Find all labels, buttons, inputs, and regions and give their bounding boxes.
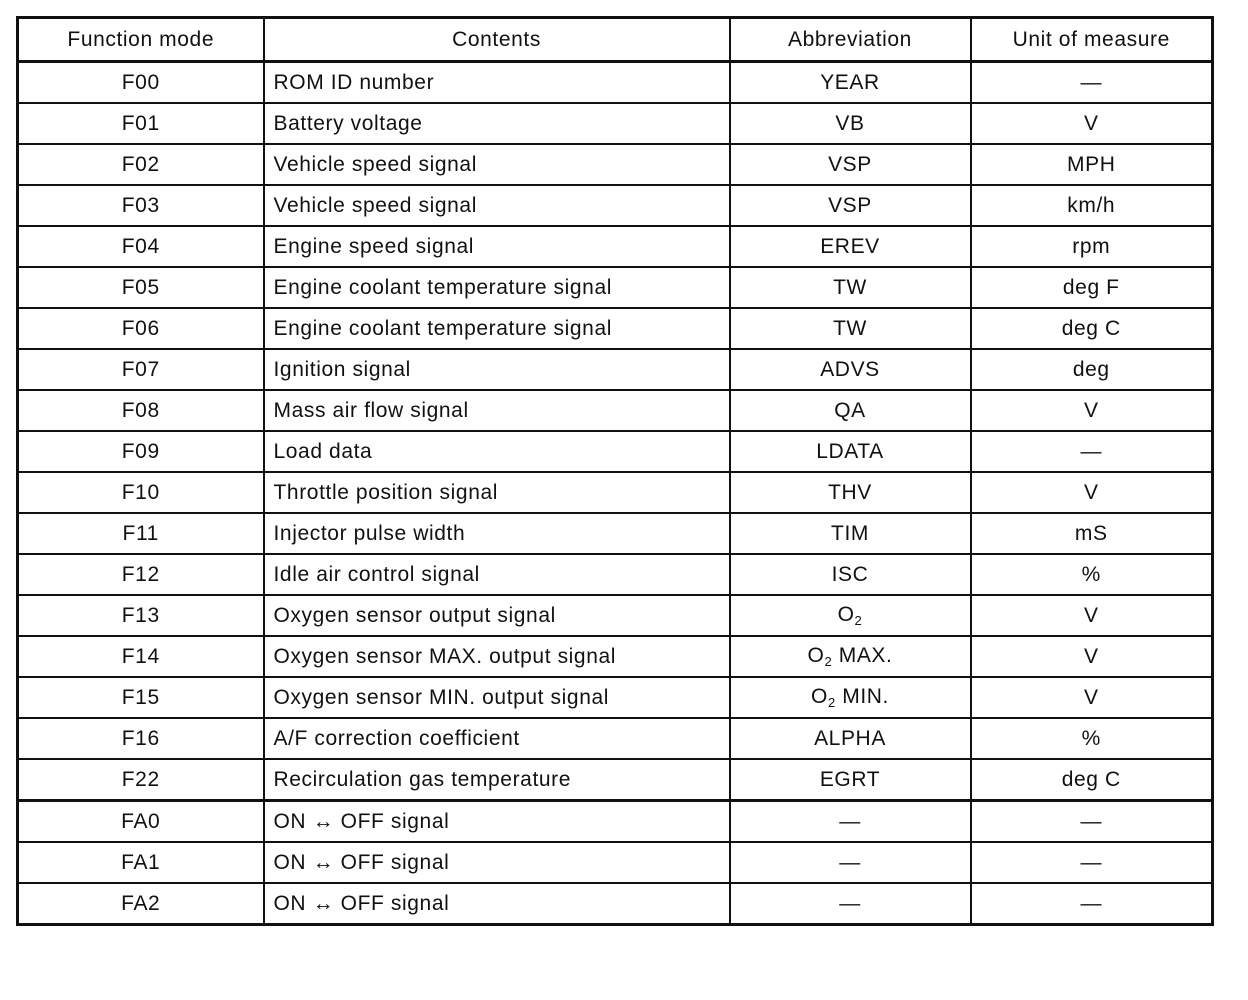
cell-contents: Oxygen sensor MAX. output signal: [264, 636, 730, 677]
cell-unit: deg C: [971, 759, 1213, 801]
cell-contents: ROM ID number: [264, 62, 730, 104]
cell-contents: Oxygen sensor MIN. output signal: [264, 677, 730, 718]
table-row: [18, 349, 1213, 390]
cell-contents: Oxygen sensor output signal: [264, 595, 730, 636]
cell-contents: Load data: [264, 431, 730, 472]
cell-abbreviation: VSP: [730, 185, 971, 226]
header-abbreviation: Abbreviation: [730, 18, 971, 62]
cell-unit: —: [971, 842, 1213, 883]
cell-unit: —: [971, 801, 1213, 843]
cell-abbreviation: TIM: [730, 513, 971, 554]
table-row: [18, 185, 1213, 226]
table-row: [18, 842, 1213, 883]
cell-abbreviation: TW: [730, 267, 971, 308]
cell-contents: Engine speed signal: [264, 226, 730, 267]
cell-abbreviation: ALPHA: [730, 718, 971, 759]
abbr-subscript: 2: [824, 654, 833, 669]
table-row: [18, 513, 1213, 554]
cell-unit: —: [971, 431, 1213, 472]
cell-function-mode: F11: [18, 513, 264, 554]
cell-abbreviation: EGRT: [730, 759, 971, 801]
table-row: [18, 636, 1213, 677]
cell-contents: ON ↔ OFF signal: [264, 842, 730, 883]
cell-unit: %: [971, 718, 1213, 759]
table-header-row: [18, 18, 1213, 62]
cell-abbreviation: —: [730, 883, 971, 925]
cell-contents: Vehicle speed signal: [264, 144, 730, 185]
cell-function-mode: F08: [18, 390, 264, 431]
cell-unit: deg: [971, 349, 1213, 390]
cell-abbreviation: [730, 595, 971, 636]
abbr-suffix: MAX.: [832, 644, 893, 667]
table-row: [18, 62, 1213, 104]
table-row: [18, 390, 1213, 431]
table-row: [18, 718, 1213, 759]
cell-function-mode: F13: [18, 595, 264, 636]
cell-abbreviation: —: [730, 801, 971, 843]
cell-unit: MPH: [971, 144, 1213, 185]
cell-abbreviation: THV: [730, 472, 971, 513]
cell-unit: V: [971, 677, 1213, 718]
cell-abbreviation: QA: [730, 390, 971, 431]
cell-function-mode: F22: [18, 759, 264, 801]
table-row: [18, 595, 1213, 636]
table-row: [18, 677, 1213, 718]
table-row: [18, 554, 1213, 595]
cell-contents: ON ↔ OFF signal: [264, 883, 730, 925]
cell-function-mode: FA2: [18, 883, 264, 925]
header-unit-of-measure: Unit of measure: [971, 18, 1213, 62]
cell-abbreviation: —: [730, 842, 971, 883]
cell-contents: Injector pulse width: [264, 513, 730, 554]
cell-unit: V: [971, 595, 1213, 636]
cell-function-mode: F04: [18, 226, 264, 267]
cell-contents: Mass air flow signal: [264, 390, 730, 431]
cell-abbreviation: LDATA: [730, 431, 971, 472]
function-mode-table: [16, 16, 1214, 926]
cell-unit: —: [971, 62, 1213, 104]
abbr-suffix: MIN.: [835, 685, 889, 708]
cell-function-mode: F07: [18, 349, 264, 390]
header-function-mode: Function mode: [18, 18, 264, 62]
cell-abbreviation: ISC: [730, 554, 971, 595]
cell-abbreviation: VSP: [730, 144, 971, 185]
abbr-base: O: [807, 644, 825, 667]
cell-abbreviation: [730, 677, 971, 718]
cell-contents: A/F correction coefficient: [264, 718, 730, 759]
cell-function-mode: F16: [18, 718, 264, 759]
table-row: [18, 883, 1213, 925]
cell-contents: ON ↔ OFF signal: [264, 801, 730, 843]
cell-contents: Engine coolant temperature signal: [264, 308, 730, 349]
table-row: [18, 431, 1213, 472]
cell-function-mode: FA0: [18, 801, 264, 843]
table-row: [18, 472, 1213, 513]
cell-function-mode: F03: [18, 185, 264, 226]
header-contents: Contents: [264, 18, 730, 62]
cell-abbreviation: [730, 636, 971, 677]
table-row: [18, 103, 1213, 144]
cell-unit: deg F: [971, 267, 1213, 308]
cell-unit: rpm: [971, 226, 1213, 267]
cell-contents: Vehicle speed signal: [264, 185, 730, 226]
cell-function-mode: F12: [18, 554, 264, 595]
cell-unit: V: [971, 103, 1213, 144]
cell-function-mode: F10: [18, 472, 264, 513]
cell-abbreviation: TW: [730, 308, 971, 349]
table-row: [18, 144, 1213, 185]
cell-function-mode: FA1: [18, 842, 264, 883]
cell-function-mode: F02: [18, 144, 264, 185]
cell-abbreviation: EREV: [730, 226, 971, 267]
table-row: [18, 801, 1213, 843]
cell-unit: %: [971, 554, 1213, 595]
cell-unit: V: [971, 636, 1213, 677]
cell-function-mode: F09: [18, 431, 264, 472]
cell-function-mode: F15: [18, 677, 264, 718]
table-row: [18, 759, 1213, 801]
cell-contents: Engine coolant temperature signal: [264, 267, 730, 308]
abbr-subscript: 2: [827, 695, 836, 710]
cell-unit: V: [971, 390, 1213, 431]
cell-contents: Idle air control signal: [264, 554, 730, 595]
table-row: [18, 267, 1213, 308]
cell-contents: Throttle position signal: [264, 472, 730, 513]
cell-function-mode: F00: [18, 62, 264, 104]
cell-unit: deg C: [971, 308, 1213, 349]
cell-function-mode: F06: [18, 308, 264, 349]
cell-abbreviation: YEAR: [730, 62, 971, 104]
cell-abbreviation: ADVS: [730, 349, 971, 390]
abbr-base: O: [837, 603, 855, 626]
cell-contents: Recirculation gas temperature: [264, 759, 730, 801]
cell-function-mode: F05: [18, 267, 264, 308]
cell-unit: V: [971, 472, 1213, 513]
cell-unit: km/h: [971, 185, 1213, 226]
table-row: [18, 226, 1213, 267]
cell-unit: —: [971, 883, 1213, 925]
cell-abbreviation: VB: [730, 103, 971, 144]
abbr-subscript: 2: [854, 613, 863, 628]
cell-function-mode: F14: [18, 636, 264, 677]
table-row: [18, 308, 1213, 349]
cell-function-mode: F01: [18, 103, 264, 144]
cell-unit: mS: [971, 513, 1213, 554]
cell-contents: Battery voltage: [264, 103, 730, 144]
cell-contents: Ignition signal: [264, 349, 730, 390]
abbr-base: O: [811, 685, 828, 708]
